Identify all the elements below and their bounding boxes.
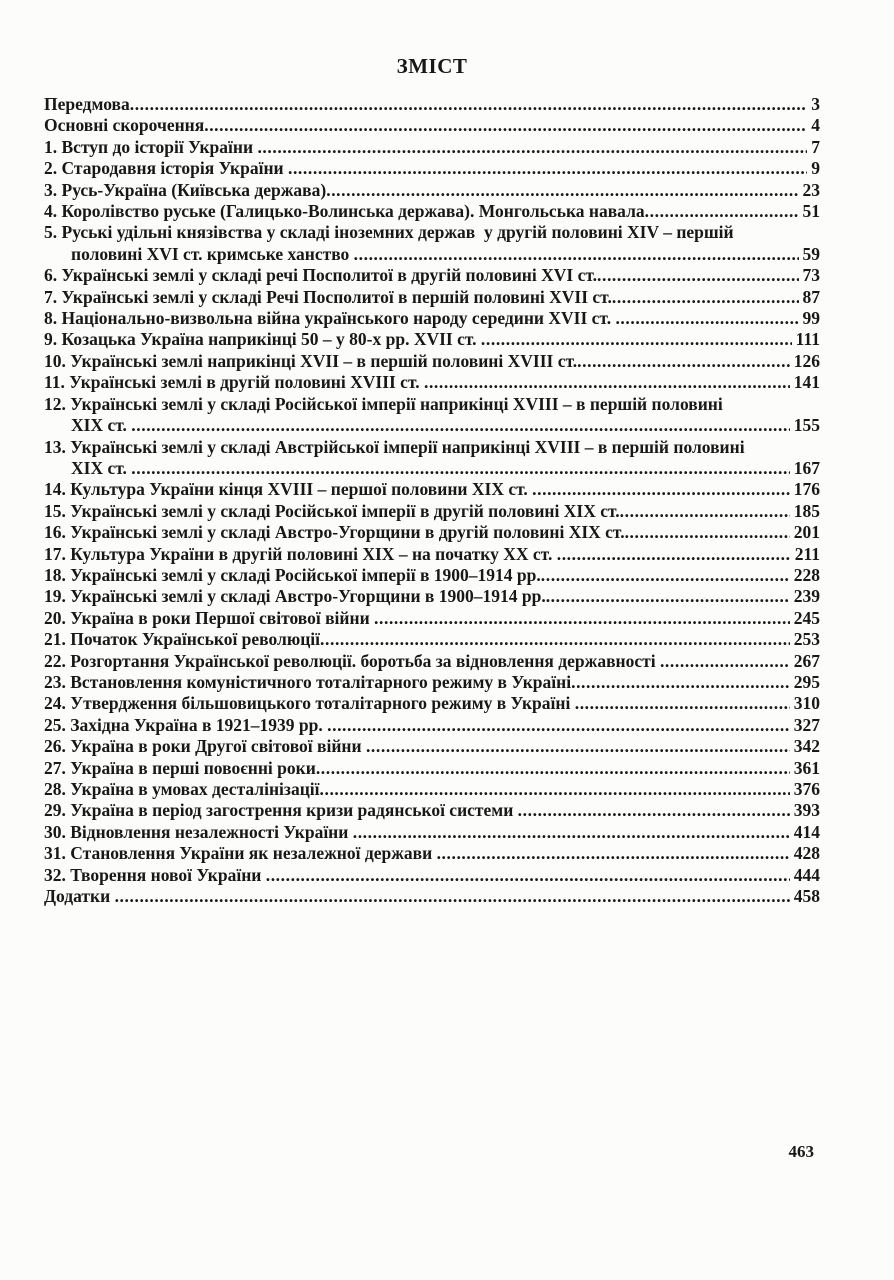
toc-entry-label: 21. Початок Української революції	[44, 629, 321, 650]
toc-entry-page: 176	[793, 479, 820, 500]
toc-entry-page: 393	[793, 800, 820, 821]
toc-entry-label: 25. Західна Україна в 1921–1939 рр.	[44, 714, 328, 735]
toc-entry-label: 24. Утвердження більшовицького тоталітарного режиму в Україні	[44, 693, 575, 714]
dot-leader	[625, 522, 790, 543]
toc-entry	[44, 865, 820, 886]
toc-entry-page: 428	[793, 843, 820, 864]
toc-entry	[44, 501, 820, 522]
toc-entry	[44, 372, 820, 393]
toc-entry-page: 7	[811, 136, 820, 157]
dot-leader	[532, 479, 790, 500]
toc-entry	[44, 287, 820, 308]
toc-entry-page: 185	[793, 500, 820, 521]
dot-leader	[326, 180, 798, 201]
dot-leader	[130, 94, 808, 115]
toc-entry	[44, 308, 820, 329]
toc-entry-page: 295	[793, 671, 820, 692]
toc-entry	[44, 522, 820, 543]
toc-entry	[44, 437, 820, 480]
toc-entry-row	[44, 693, 820, 714]
dot-leader	[541, 565, 790, 586]
toc-entry-page: 239	[793, 586, 820, 607]
toc-entry-first-line: 13. Українські землі у складі Австрійської імперії наприкінці XVIII – в першій половині	[44, 436, 745, 457]
toc-entry	[44, 137, 820, 158]
toc-entry-row	[44, 758, 820, 779]
toc-entry-page: 253	[793, 629, 820, 650]
toc-entry	[44, 586, 820, 607]
toc-entry-first-line: 12. Українські землі у складі Російської імперії наприкінці XVIII – в першій половині	[44, 393, 723, 414]
toc-entry-row	[44, 544, 820, 565]
toc-entry-row	[44, 115, 820, 136]
toc-entry-row	[44, 522, 820, 543]
toc-entry	[44, 629, 820, 650]
toc-entry-row	[44, 458, 820, 479]
toc-entry-label: Додатки	[44, 886, 115, 907]
toc-entry-row	[44, 501, 820, 522]
dot-leader	[374, 608, 790, 629]
toc-entry	[44, 758, 820, 779]
toc-entry-label: 23. Встановлення комуністичного тоталітарного режиму в Україні	[44, 671, 572, 692]
toc-entry-label: 30. Відновлення незалежності України	[44, 821, 353, 842]
dot-leader	[204, 115, 807, 136]
toc-entry-page: 458	[793, 886, 820, 907]
toc-entry-page: 51	[802, 201, 820, 222]
toc-entry	[44, 544, 820, 565]
toc-entry-page: 155	[793, 415, 820, 436]
toc-entry-label: 17. Культура України в другій половині XIX – на початку XX ст.	[44, 543, 557, 564]
toc-entry	[44, 693, 820, 714]
toc-entry-label: 2. Стародавня історія України	[44, 158, 288, 179]
toc-entry-label: 28. Україна в умовах десталінізації	[44, 779, 320, 799]
toc-entry	[44, 479, 820, 500]
toc-entry-page: 111	[795, 329, 820, 350]
toc-entry-row	[44, 800, 820, 821]
toc-entry-label: Основні скорочення	[44, 115, 205, 136]
toc-entry-row	[44, 822, 820, 843]
toc-entry-row	[44, 308, 820, 329]
dot-leader	[546, 586, 790, 607]
dot-leader	[424, 372, 790, 393]
toc-entry-row	[44, 672, 820, 693]
dot-leader	[320, 779, 790, 800]
toc-entry-label: 4. Королівство руське (Галицько-Волинська держава). Монгольська навала	[44, 201, 645, 222]
toc-entry-page: 87	[802, 286, 820, 307]
toc-entry-label: XIX ст.	[71, 415, 132, 436]
toc-entry-page: 73	[802, 265, 820, 286]
toc-entry-row	[44, 244, 820, 265]
toc-entry-page: 9	[811, 158, 820, 179]
dot-leader	[518, 800, 790, 821]
toc-entry-label: 9. Козацька Україна наприкінці 50 – у 80-х рр. XVII ст.	[44, 329, 481, 350]
toc-entry	[44, 222, 820, 265]
dot-leader	[615, 308, 798, 329]
toc-entry-page: 126	[793, 350, 820, 371]
toc-entry	[44, 115, 820, 136]
toc-entry-page: 4	[811, 115, 820, 136]
toc-entry-row	[44, 137, 820, 158]
toc-entry	[44, 180, 820, 201]
toc-entry-page: 444	[793, 864, 820, 885]
toc-entry-row	[44, 629, 820, 650]
toc-entry	[44, 822, 820, 843]
toc-entry	[44, 886, 820, 907]
toc-entry-label: 31. Становлення України як незалежної держави	[44, 843, 437, 864]
toc-entry-row	[44, 351, 820, 372]
toc-entry-row	[44, 94, 820, 115]
toc-entry-page: 141	[793, 372, 820, 393]
toc-entry-row	[44, 736, 820, 757]
toc-entry-row	[44, 843, 820, 864]
toc-entry-row	[44, 565, 820, 586]
toc-entry-label: 7. Українські землі у складі Речі Посполитої в першій половині XVII ст.	[44, 286, 612, 307]
toc-entry	[44, 158, 820, 179]
toc-entry-label: 3. Русь-Україна (Київська держава)	[44, 179, 327, 200]
toc-entry-row	[44, 651, 820, 672]
toc-entry	[44, 736, 820, 757]
toc-entry-label: 15. Українські землі у складі Російської імперії в другій половині XIX ст.	[44, 500, 620, 521]
dot-leader	[571, 672, 790, 693]
toc-entry-page: 361	[793, 757, 820, 778]
toc-entry	[44, 779, 820, 800]
toc-entry-label: 11. Українські землі в другій половині XVIII ст.	[44, 372, 424, 393]
dot-leader	[288, 158, 807, 179]
toc-entry-page: 267	[793, 650, 820, 671]
dot-leader	[316, 758, 790, 779]
toc-entry-page: 310	[793, 693, 820, 714]
dot-leader	[131, 415, 789, 436]
toc-entry-row	[44, 158, 820, 179]
toc-entry	[44, 672, 820, 693]
toc-entry-row	[44, 715, 820, 736]
toc-entry-page: 23	[802, 179, 820, 200]
toc-entry-page: 414	[793, 821, 820, 842]
dot-leader	[597, 265, 799, 286]
toc-entry-page: 3	[811, 94, 820, 114]
toc-entry-label: 29. Україна в період загострення кризи радянської системи	[44, 800, 518, 821]
toc-entry-label: 6. Українські землі у складі речі Посполитої в другій половині XVI ст.	[44, 265, 597, 286]
toc-entry-row	[44, 265, 820, 286]
toc-entry-label: Передмова	[44, 94, 130, 114]
dot-leader	[353, 822, 790, 843]
toc-entry-label: 22. Розгортання Української революції. боротьба за відновлення державності	[44, 650, 660, 671]
toc-entry-label: 14. Культура України кінця XVIII – першої половини XIX ст.	[44, 479, 533, 500]
toc-entry-page: 327	[793, 714, 820, 735]
toc-entry-row	[44, 586, 820, 607]
dot-leader	[577, 351, 790, 372]
toc-entry-page: 376	[793, 779, 820, 799]
dot-leader	[645, 201, 799, 222]
dot-leader	[354, 244, 799, 265]
toc-entry-page: 167	[793, 457, 820, 478]
dot-leader	[575, 693, 790, 714]
toc-entry-page: 342	[793, 736, 820, 757]
toc-entry-label: XIX ст.	[71, 457, 132, 478]
toc-entry-page: 201	[793, 522, 820, 543]
toc-entry-page: 228	[793, 564, 820, 585]
toc-entry	[44, 94, 820, 115]
dot-leader	[481, 329, 792, 350]
table-of-contents	[44, 94, 820, 907]
toc-entry-label: 20. Україна в роки Першої світової війни	[44, 607, 375, 628]
dot-leader	[660, 651, 790, 672]
toc-entry-label: 16. Українські землі у складі Австро-Угорщини в другій половині XIX ст.	[44, 522, 625, 543]
toc-entry-row	[44, 479, 820, 500]
toc-entry	[44, 651, 820, 672]
toc-entry-label: 27. Україна в перші повоєнні роки	[44, 757, 316, 778]
dot-leader	[115, 886, 790, 907]
toc-entry-page: 245	[793, 607, 820, 628]
toc-entry	[44, 715, 820, 736]
toc-entry	[44, 351, 820, 372]
toc-entry-row	[44, 372, 820, 393]
toc-entry-label: 18. Українські землі у складі Російської імперії в 1900–1914 рр.	[44, 564, 541, 585]
toc-entry	[44, 843, 820, 864]
toc-entry-row	[44, 886, 820, 907]
dot-leader	[366, 736, 790, 757]
toc-entry-page: 59	[802, 243, 820, 264]
toc-entry-label: 32. Творення нової України	[44, 864, 266, 885]
toc-entry	[44, 201, 820, 222]
toc-entry-row	[44, 201, 820, 222]
toc-entry	[44, 565, 820, 586]
toc-entry-label: половині XVI ст. кримське ханство	[71, 243, 354, 264]
toc-entry-page: 99	[802, 308, 820, 329]
toc-entry-page: 211	[794, 543, 820, 564]
toc-entry-row	[44, 608, 820, 629]
dot-leader	[327, 715, 790, 736]
dot-leader	[437, 843, 790, 864]
toc-entry-row	[44, 779, 820, 800]
toc-entry-label: 19. Українські землі у складі Австро-Угорщини в 1900–1914 рр.	[44, 586, 546, 607]
dot-leader	[266, 865, 790, 886]
toc-entry-row	[44, 180, 820, 201]
toc-entry-first-line: 5. Руські удільні князівства у складі іноземних держав у другій половині XIV – першій	[44, 222, 734, 243]
dot-leader	[320, 629, 790, 650]
toc-entry-row	[44, 865, 820, 886]
toc-entry	[44, 265, 820, 286]
toc-entry-label: 10. Українські землі наприкінці XVII – в першій половині XVIII ст.	[44, 350, 578, 371]
toc-entry-label: 26. Україна в роки Другої світової війни	[44, 736, 366, 757]
page-title: ЗМІСТ	[396, 54, 468, 78]
toc-entry	[44, 329, 820, 350]
toc-entry-row	[44, 287, 820, 308]
toc-entry-row	[44, 329, 820, 350]
toc-entry-row	[44, 415, 820, 436]
dot-leader	[612, 287, 799, 308]
dot-leader	[557, 544, 791, 565]
toc-entry	[44, 800, 820, 821]
toc-entry-label: 8. Національно-визвольна війна українського народу середини XVII ст.	[44, 308, 616, 329]
toc-entry	[44, 394, 820, 437]
dot-leader	[620, 501, 790, 522]
toc-entry	[44, 608, 820, 629]
dot-leader	[257, 137, 807, 158]
dot-leader	[131, 458, 789, 479]
toc-entry-label: 1. Вступ до історії України	[44, 136, 258, 157]
footer-page-number: 463	[788, 1142, 814, 1161]
